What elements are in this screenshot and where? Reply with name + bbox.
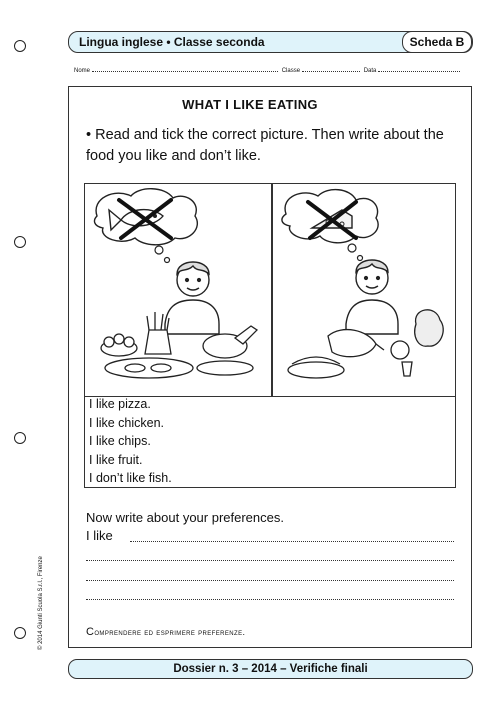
header-bar (68, 31, 473, 53)
page-title: WHAT I LIKE EATING (182, 97, 318, 112)
subject-label: Lingua inglese • Classe seconda (79, 35, 265, 49)
name-label: Nome (74, 68, 91, 74)
instructions: • Read and tick the correct picture. Then write about the food you like and don’t like. (86, 127, 444, 164)
sentence-item: I like chicken. (89, 415, 165, 430)
date-label: Data (363, 68, 377, 74)
class-field[interactable] (302, 66, 360, 72)
boy-icon (346, 260, 398, 334)
learning-objective: Comprendere ed esprimere preferenze. (86, 626, 246, 638)
writing-line-start: I like (86, 528, 113, 543)
writing-line[interactable] (86, 586, 454, 602)
boy-icon (165, 262, 219, 334)
sentence-item: I like chips. (89, 434, 151, 449)
picture-left-fish-crossed[interactable] (85, 184, 271, 396)
date-field[interactable] (378, 66, 460, 72)
picture-right-cheese-crossed[interactable] (272, 184, 458, 396)
picture-panel (84, 183, 456, 397)
sentence-item: I don’t like fish. (89, 471, 172, 486)
binder-hole (14, 627, 26, 639)
class-label: Classe (281, 68, 301, 74)
binder-hole (14, 236, 26, 248)
binder-hole (14, 40, 26, 52)
binder-hole (14, 432, 26, 444)
copyright-note: © 2014 Giunti Scuola S.r.l., Firenze (38, 556, 44, 650)
sentence-item: I like fruit. (89, 452, 143, 467)
sentence-item: I like pizza. (89, 397, 151, 411)
student-info-line (74, 66, 470, 74)
sentence-list (84, 395, 456, 488)
writing-line[interactable] (86, 567, 454, 583)
writing-line[interactable] (86, 528, 454, 544)
name-field[interactable] (92, 66, 278, 72)
writing-prompt: Now write about your preferences. (86, 510, 284, 525)
footer-bar: Dossier n. 3 – 2014 – Verifiche finali (68, 659, 473, 679)
writing-line[interactable] (86, 547, 454, 563)
sheet-label: Scheda B (402, 31, 472, 53)
